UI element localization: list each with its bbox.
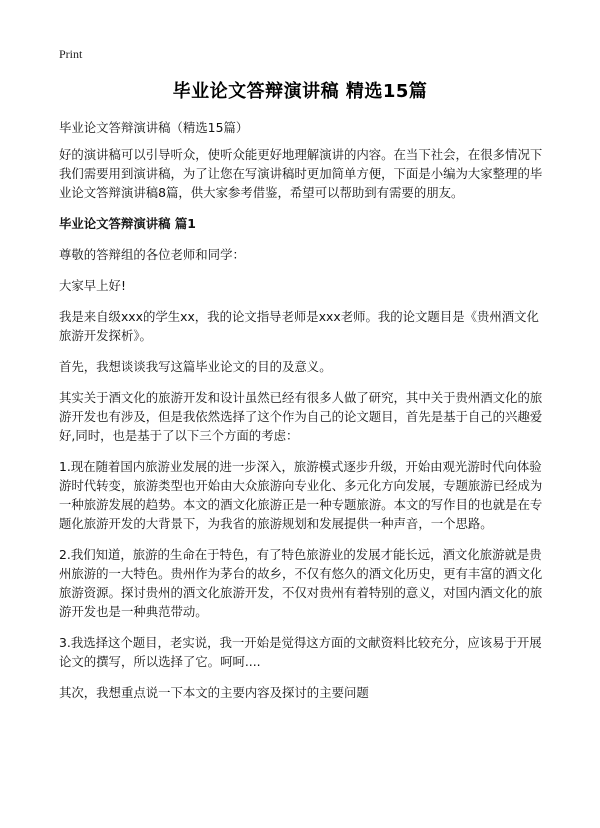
document-body — [59, 118, 546, 714]
intro-paragraph: 好的演讲稿可以引导听众，使听众能更好地理解演讲的内容。在当下社会，在很多情况下我们需要用到演讲稿，为了让您在写演讲稿时更加简单方便，下面是小编为大家整理的毕业论文答辩演讲稿8篇，供大家参考借鉴，希望可以帮助到有需要的朋友。 — [59, 147, 543, 200]
print-link[interactable]: Print — [59, 47, 83, 61]
greeting-paragraph: 大家早上好! — [59, 278, 126, 293]
self-introduction-paragraph: 我是来自级xxx的学生xx，我的论文指导老师是xxx老师。我的论文题目是《贵州酒文化旅游开发探析》。 — [59, 309, 539, 343]
purpose-intro-paragraph: 首先，我想谈谈我写这篇毕业论文的目的及意义。 — [59, 359, 332, 374]
document-title: 毕业论文答辩演讲稿 精选15篇 — [172, 81, 428, 102]
salutation-paragraph: 尊敬的答辩组的各位老师和同学： — [59, 247, 245, 262]
section-heading: 毕业论文答辩演讲稿 篇1 — [59, 216, 196, 231]
next-topic-paragraph: 其次，我想重点说一下本文的主要内容及探讨的主要问题 — [59, 685, 369, 700]
background-paragraph: 其实关于酒文化的旅游开发和设计虽然已经有很多人做了研究，其中关于贵州酒文化的旅游开发也有涉及，但是我依然选择了这个作为自己的论文题目，首先是基于自己的兴趣爱好,同时，也是基于了以下三个方面的考虑： — [59, 390, 543, 443]
reason-two-paragraph: 2.我们知道，旅游的生命在于特色，有了特色旅游业的发展才能长远，酒文化旅游就是贵州旅游的一大特色。贵州作为茅台的故乡，不仅有悠久的酒文化历史，更有丰富的酒文化旅游资源。探讨贵州的酒文化旅游开发，不仅对贵州有着特别的意义，对国内酒文化的旅游开发也是一种典范带动。 — [59, 547, 543, 619]
reason-one-paragraph: 1.现在随着国内旅游业发展的进一步深入，旅游模式逐步升级，开始由观光游时代向体验游时代转变，旅游类型也开始由大众旅游向专业化、多元化方向发展，专题旅游已经成为一种旅游发展的趋势。本文的酒文化旅游正是一种专题旅游。本文的写作目的也就是在专题化旅游开发的大背景下，为我省的旅游规划和发展提供一种声音，一个思路。 — [59, 459, 543, 531]
document-subtitle: 毕业论文答辩演讲稿（精选15篇） — [59, 120, 249, 135]
reason-three-paragraph: 3.我选择这个题目，老实说，我一开始是觉得这方面的文献资料比较充分，应该易于开展论文的撰写，所以选择了它。呵呵.... — [59, 635, 542, 669]
